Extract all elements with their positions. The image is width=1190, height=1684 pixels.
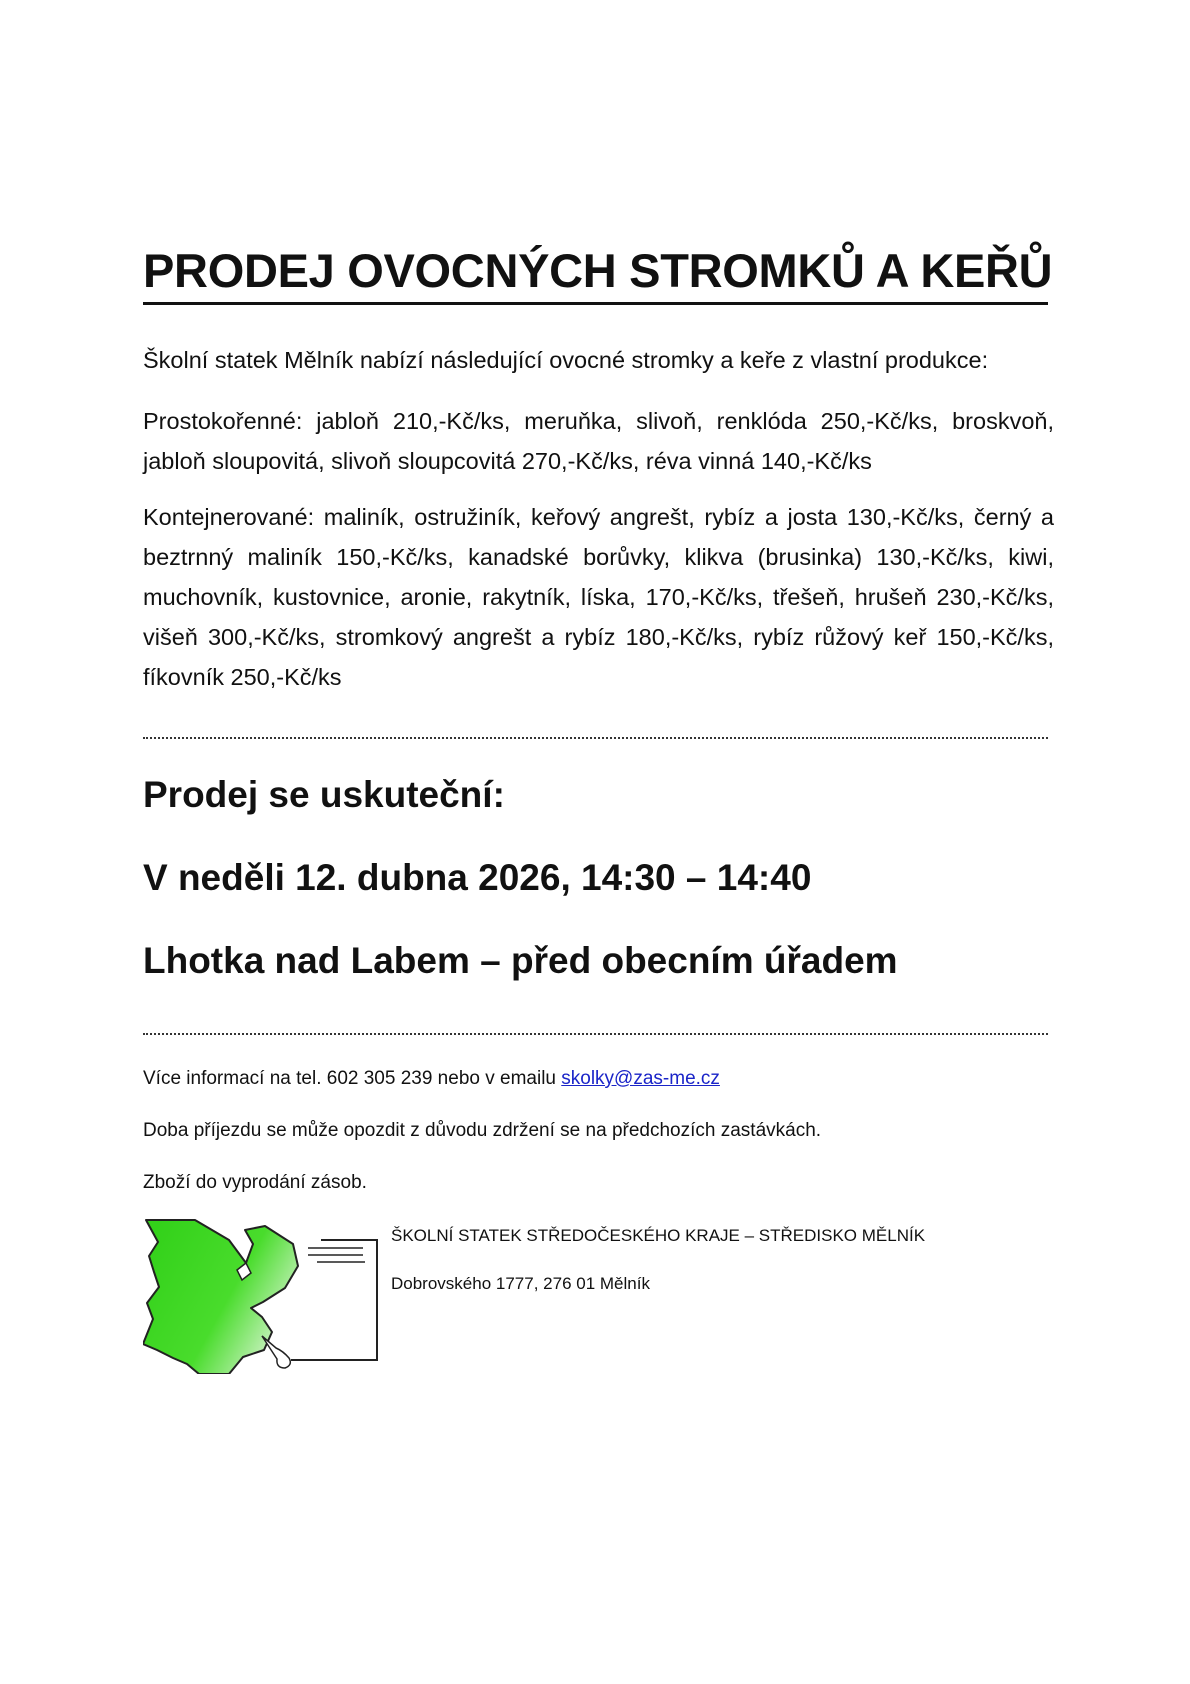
event-place: Lhotka nad Labem – před obecním úřadem <box>143 940 898 981</box>
event-heading: Prodej se uskuteční: <box>143 774 505 815</box>
organization-address: Dobrovského 1777, 276 01 Mělník <box>391 1274 650 1293</box>
bare-root-offer-paragraph: Prostokořenné: jabloň 210,-Kč/ks, meruňka, slivoň, renklóda 250,-Kč/ks, broskvoň, jabloň sloupovitá, slivoň sloupcovitá 270,-Kč/ks, réva vinná 140,-Kč/ks <box>143 408 1054 474</box>
dotted-divider <box>143 1033 1048 1035</box>
school-farm-logo <box>143 1218 383 1374</box>
email-link[interactable]: skolky@zas-me.cz <box>561 1068 720 1089</box>
intro-paragraph: Školní statek Mělník nabízí následující ovocné stromky a keře z vlastní produkce: <box>143 347 989 373</box>
page-title: PRODEJ OVOCNÝCH STROMKŮ A KEŘŮ <box>143 244 1053 297</box>
organization-name: ŠKOLNÍ STATEK STŘEDOČESKÉHO KRAJE – STŘEDISKO MĚLNÍK <box>391 1226 926 1245</box>
containerized-offer-paragraph: Kontejnerované: maliník, ostružiník, keřový angrešt, rybíz a josta 130,-Kč/ks, černý a beztrnný maliník 150,-Kč/ks, kanadské borůvky, klikva (brusinka) 130,-Kč/ks, kiwi, muchovník, kustovnice, aronie, rakytník, líska, 170,-Kč/ks, třešeň, hrušeň 230,-Kč/ks, višeň 300,-Kč/ks, stromkový angrešt a rybíz 180,-Kč/ks, rybíz růžový keř 150,-Kč/ks, fíkovník 250,-Kč/ks <box>143 504 1054 690</box>
delay-note: Doba příjezdu se může opozdit z důvodu zdržení se na předchozích zastávkách. <box>143 1120 822 1141</box>
dotted-divider <box>143 737 1048 739</box>
event-date: V neděli 12. dubna 2026, 14:30 – 14:40 <box>143 857 812 898</box>
title-underline <box>143 302 1048 305</box>
contact-info <box>143 1066 720 1092</box>
contact-prefix: Více informací na tel. 602 305 239 nebo v emailu <box>143 1068 562 1089</box>
stock-note: Zboží do vyprodání zásob. <box>143 1172 367 1193</box>
